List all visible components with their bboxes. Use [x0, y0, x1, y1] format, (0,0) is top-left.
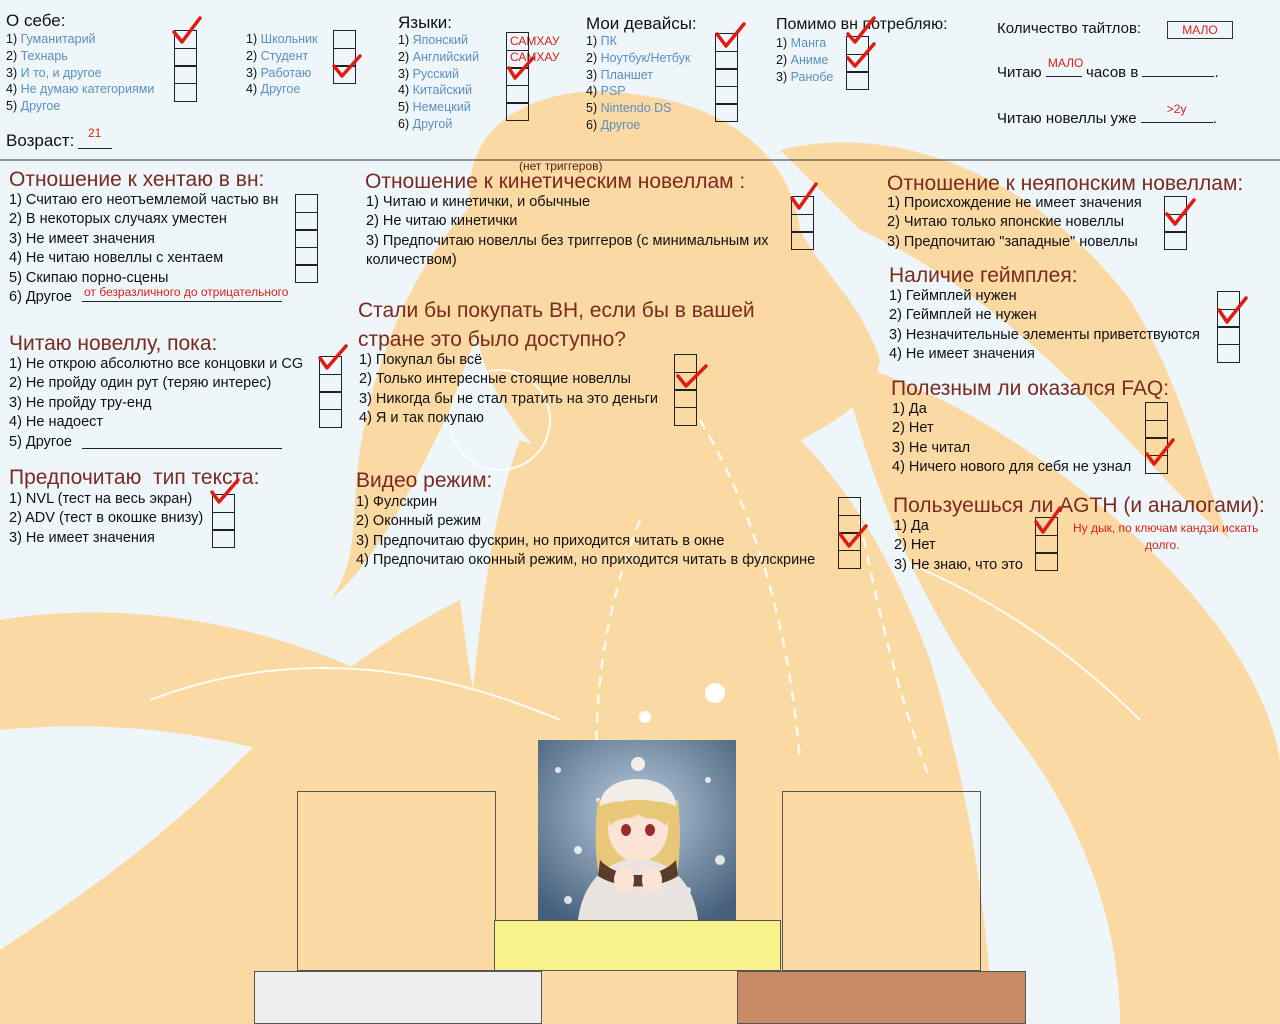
checkmark-icon	[1215, 296, 1249, 326]
checkbox[interactable]	[1217, 344, 1240, 363]
list-item: 3) Не пройду тру-енд	[9, 394, 152, 411]
gameplay-list	[889, 287, 1200, 365]
list-item: 1) ПК	[586, 34, 617, 48]
checkbox[interactable]	[846, 71, 869, 90]
checkbox[interactable]	[1035, 552, 1058, 571]
hentai-other-note: от безразличного до отрицательного	[84, 285, 289, 299]
checkbox[interactable]	[319, 374, 342, 393]
list-item: 4) Не читаю новеллы с хентаем	[9, 250, 224, 267]
hours-suffix: часов в	[1086, 64, 1139, 81]
checkbox[interactable]	[333, 30, 356, 49]
list-item: 4) Ничего нового для себя не узнал	[892, 459, 1132, 476]
hentai-checkboxes	[295, 194, 318, 283]
hentai-other-field[interactable]	[82, 285, 289, 302]
video-title: Видео режим:	[356, 469, 493, 492]
nonjapanese-list	[887, 194, 1142, 252]
podium-first-place	[494, 920, 781, 971]
checkmark-icon	[675, 362, 709, 392]
list-item: 3) Русский	[398, 66, 459, 81]
list-item: 5) Nintendo DS	[586, 101, 672, 116]
kinetic-title: Отношение к кинетическим новеллам :	[365, 170, 746, 193]
hentai-title: Отношение к хентаю в вн:	[9, 168, 265, 191]
gameplay-title: Наличие геймплея:	[889, 264, 1078, 287]
hours-field[interactable]	[1046, 56, 1084, 77]
age-label: Возраст:	[6, 131, 75, 150]
texttype-list	[9, 490, 203, 548]
list-item: 1) Покупал бы всё	[359, 352, 483, 368]
consume-list	[776, 35, 833, 85]
checkbox[interactable]	[174, 83, 197, 102]
list-item: 1) Не открою абсолютно все концовки и CG	[9, 356, 304, 372]
list-item: 2) Ноутбук/Нетбук	[586, 50, 691, 65]
period-field[interactable]	[1142, 62, 1214, 77]
texttype-title: Предпочитаю тип текста:	[9, 466, 260, 489]
years-line	[997, 102, 1217, 127]
checkmark-icon	[788, 182, 822, 212]
checkbox[interactable]	[838, 550, 861, 569]
list-item: 2) Геймплей не нужен	[889, 307, 1037, 324]
checkbox[interactable]	[319, 391, 342, 410]
agth-note-line2: долго.	[1145, 538, 1180, 552]
list-item: 2) Только интересные стоящие новеллы	[359, 371, 631, 388]
checkbox[interactable]	[295, 247, 318, 266]
favorite-heroine-image	[538, 740, 736, 920]
checkbox[interactable]	[212, 512, 235, 531]
checkmark-icon	[316, 344, 350, 374]
language-note-english: САМХАУ	[510, 50, 560, 64]
about-title: О себе:	[6, 11, 66, 30]
checkbox[interactable]	[674, 407, 697, 426]
list-item: 3) И то, и другое	[6, 65, 102, 80]
hours-line	[997, 56, 1219, 81]
checkbox[interactable]	[715, 103, 738, 122]
checkbox[interactable]	[791, 214, 814, 233]
checkbox[interactable]	[715, 68, 738, 87]
list-item: 3) Никогда бы не стал тратить на это деньги	[359, 390, 659, 407]
checkbox[interactable]	[174, 48, 197, 67]
checkbox[interactable]	[715, 86, 738, 105]
languages-list	[398, 32, 479, 133]
checkbox[interactable]	[838, 497, 861, 516]
checkbox[interactable]	[1217, 326, 1240, 345]
list-item: 4) PSP	[586, 84, 626, 99]
right-title-frame	[782, 791, 981, 971]
list-item: 1) Манга	[776, 36, 827, 50]
list-item: 1) Гуманитарий	[6, 32, 96, 46]
faq-list	[892, 400, 1131, 478]
podium-third-place	[737, 971, 1026, 1024]
titles-count-label: Количество тайтлов:	[997, 20, 1142, 37]
buy-title-line2: стране это было доступно?	[358, 328, 626, 351]
list-item: 4) Китайский	[398, 83, 473, 98]
language-note-japanese: САМХАУ	[510, 34, 560, 48]
list-item: 1) Считаю его неотъемлемой частью вн	[9, 192, 279, 208]
agth-title: Пользуешься ли AGTH (и аналогами):	[893, 494, 1265, 517]
checkmark-icon	[844, 42, 878, 72]
list-item: 2) Аниме	[776, 52, 829, 67]
list-item: 2) Технарь	[6, 48, 68, 63]
list-item: 3) Ранобе	[776, 69, 834, 84]
checkbox[interactable]	[1035, 535, 1058, 554]
list-item: 2) Читаю только японские новеллы	[887, 214, 1125, 231]
checkbox[interactable]	[174, 65, 197, 84]
checkbox[interactable]	[506, 32, 529, 51]
list-item: 4) Другое	[246, 82, 301, 97]
kinetic-list	[366, 193, 769, 271]
list-item: 2) Нет	[894, 537, 936, 554]
checkbox[interactable]	[506, 102, 529, 121]
consume-title: Помимо вн потребляю:	[776, 16, 948, 33]
hours-value: МАЛО	[1047, 56, 1084, 70]
list-item: 5) Другое	[9, 433, 72, 450]
list-item: 2) Нет	[892, 420, 934, 437]
devices-title: Мои девайсы:	[586, 14, 697, 33]
left-title-frame	[297, 791, 496, 971]
list-item: 3) Предпочитаю новеллы без триггеров (с минимальным их	[366, 232, 769, 249]
list-item: 6) Другое	[9, 289, 72, 306]
podium-second-place	[254, 971, 542, 1024]
checkbox[interactable]	[295, 194, 318, 213]
checkmark-icon	[1143, 438, 1177, 468]
list-item: 4) Я и так покупаю	[359, 410, 484, 427]
list-item: 2) В некоторых случаях уместен	[9, 211, 227, 228]
list-item: 1) Да	[892, 401, 927, 417]
list-item: 4) Не имеет значения	[889, 346, 1035, 363]
list-item: 2) Оконный режим	[356, 513, 482, 530]
list-item: 3) Незначительные элементы приветствуются	[889, 326, 1200, 343]
list-item: 3) Не знаю, что это	[894, 556, 1023, 573]
about-list	[6, 31, 154, 115]
checkmark-icon	[713, 22, 747, 52]
list-item: 4) Не думаю категориями	[6, 82, 155, 97]
list-item: 1) Происхождение не имеет значения	[887, 195, 1142, 211]
checkmark-icon	[1163, 198, 1197, 228]
status-list	[246, 31, 318, 98]
checkbox[interactable]	[295, 212, 318, 231]
list-item: 6) Другой	[398, 116, 453, 131]
list-item: 3) Не имеет значения	[9, 230, 155, 247]
buy-list	[359, 351, 658, 429]
buy-title-line1: Стали бы покупать ВН, если бы в вашей	[358, 299, 755, 322]
age-field[interactable]	[78, 126, 112, 149]
list-item: 1) Читаю и кинетички, и обычные	[366, 194, 591, 210]
faq-title: Полезным ли оказался FAQ:	[891, 377, 1170, 400]
agth-note-line1: Ну дык, по ключам кандзи искать	[1073, 521, 1259, 535]
checkbox[interactable]	[295, 229, 318, 248]
list-item: 3) Предпочитаю "западные" новеллы	[887, 233, 1138, 250]
checkbox[interactable]	[791, 231, 814, 250]
checkmark-icon	[505, 56, 539, 86]
list-item: 1) Японский	[398, 33, 468, 47]
list-item: 1) NVL (тест на весь экран)	[9, 491, 193, 507]
years-value: >2y	[1166, 102, 1187, 116]
video-list	[356, 493, 815, 571]
devices-list	[586, 33, 690, 134]
list-item: 1) Да	[894, 518, 929, 534]
list-item: 5) Немецкий	[398, 100, 471, 115]
checkbox[interactable]	[506, 85, 529, 104]
checkmark-icon	[170, 16, 204, 46]
checkmark-icon	[1032, 506, 1066, 536]
list-item: 3) Предпочитаю фускрин, но приходится читать в окне	[356, 532, 725, 549]
list-item: 6) Другое	[586, 117, 641, 132]
list-item: 5) Скипаю порно-сцены	[9, 269, 169, 286]
titles-count-value[interactable]: МАЛО	[1167, 21, 1233, 39]
hours-end: .	[1214, 64, 1219, 81]
until-title: Читаю новеллу, пока:	[9, 332, 218, 355]
checkbox[interactable]	[212, 529, 235, 548]
list-item: 2) Английский	[398, 49, 480, 64]
age-value: 21	[88, 126, 102, 140]
list-item: 2) Не читаю кинетички	[366, 213, 518, 230]
nonjapanese-title: Отношение к неяпонским новеллам:	[887, 172, 1244, 195]
list-item: 4) Не надоест	[9, 414, 104, 431]
list-item: 1) Школьник	[246, 32, 318, 46]
agth-list	[894, 517, 1023, 575]
list-item: количеством)	[366, 252, 457, 269]
checkmark-icon	[330, 52, 364, 82]
checkmark-icon	[836, 522, 870, 552]
list-item: 2) Студент	[246, 48, 309, 63]
list-item: 2) ADV (тест в окошке внизу)	[9, 510, 204, 527]
list-item: 3) Планшет	[586, 67, 654, 82]
list-item: 2) Не пройду один рут (теряю интерес)	[9, 375, 272, 392]
languages-title: Языки:	[398, 13, 452, 32]
checkbox[interactable]	[715, 51, 738, 70]
list-item: 3) Работаю	[246, 65, 312, 80]
list-item: 3) Не читал	[892, 439, 971, 456]
checkbox[interactable]	[295, 264, 318, 283]
years-field[interactable]	[1141, 102, 1213, 123]
list-item: 3) Не имеет значения	[9, 529, 155, 546]
years-label: Читаю новеллы уже	[997, 110, 1137, 127]
until-other-field[interactable]	[82, 436, 282, 449]
checkmark-icon	[208, 478, 242, 508]
checkbox[interactable]	[1145, 402, 1168, 421]
list-item: 5) Другое	[6, 99, 61, 114]
list-item: 4) Предпочитаю оконный режим, но приходится читать в фулскрине	[356, 552, 816, 569]
checkbox[interactable]	[319, 409, 342, 428]
years-end: .	[1212, 110, 1217, 127]
kinetic-note: (нет триггеров)	[519, 159, 603, 173]
list-item: 1) Геймплей нужен	[889, 288, 1017, 304]
hours-prefix: Читаю	[997, 64, 1042, 81]
list-item: 1) Фулскрин	[356, 494, 438, 510]
checkbox[interactable]	[1164, 231, 1187, 250]
checkbox[interactable]	[1145, 420, 1168, 439]
